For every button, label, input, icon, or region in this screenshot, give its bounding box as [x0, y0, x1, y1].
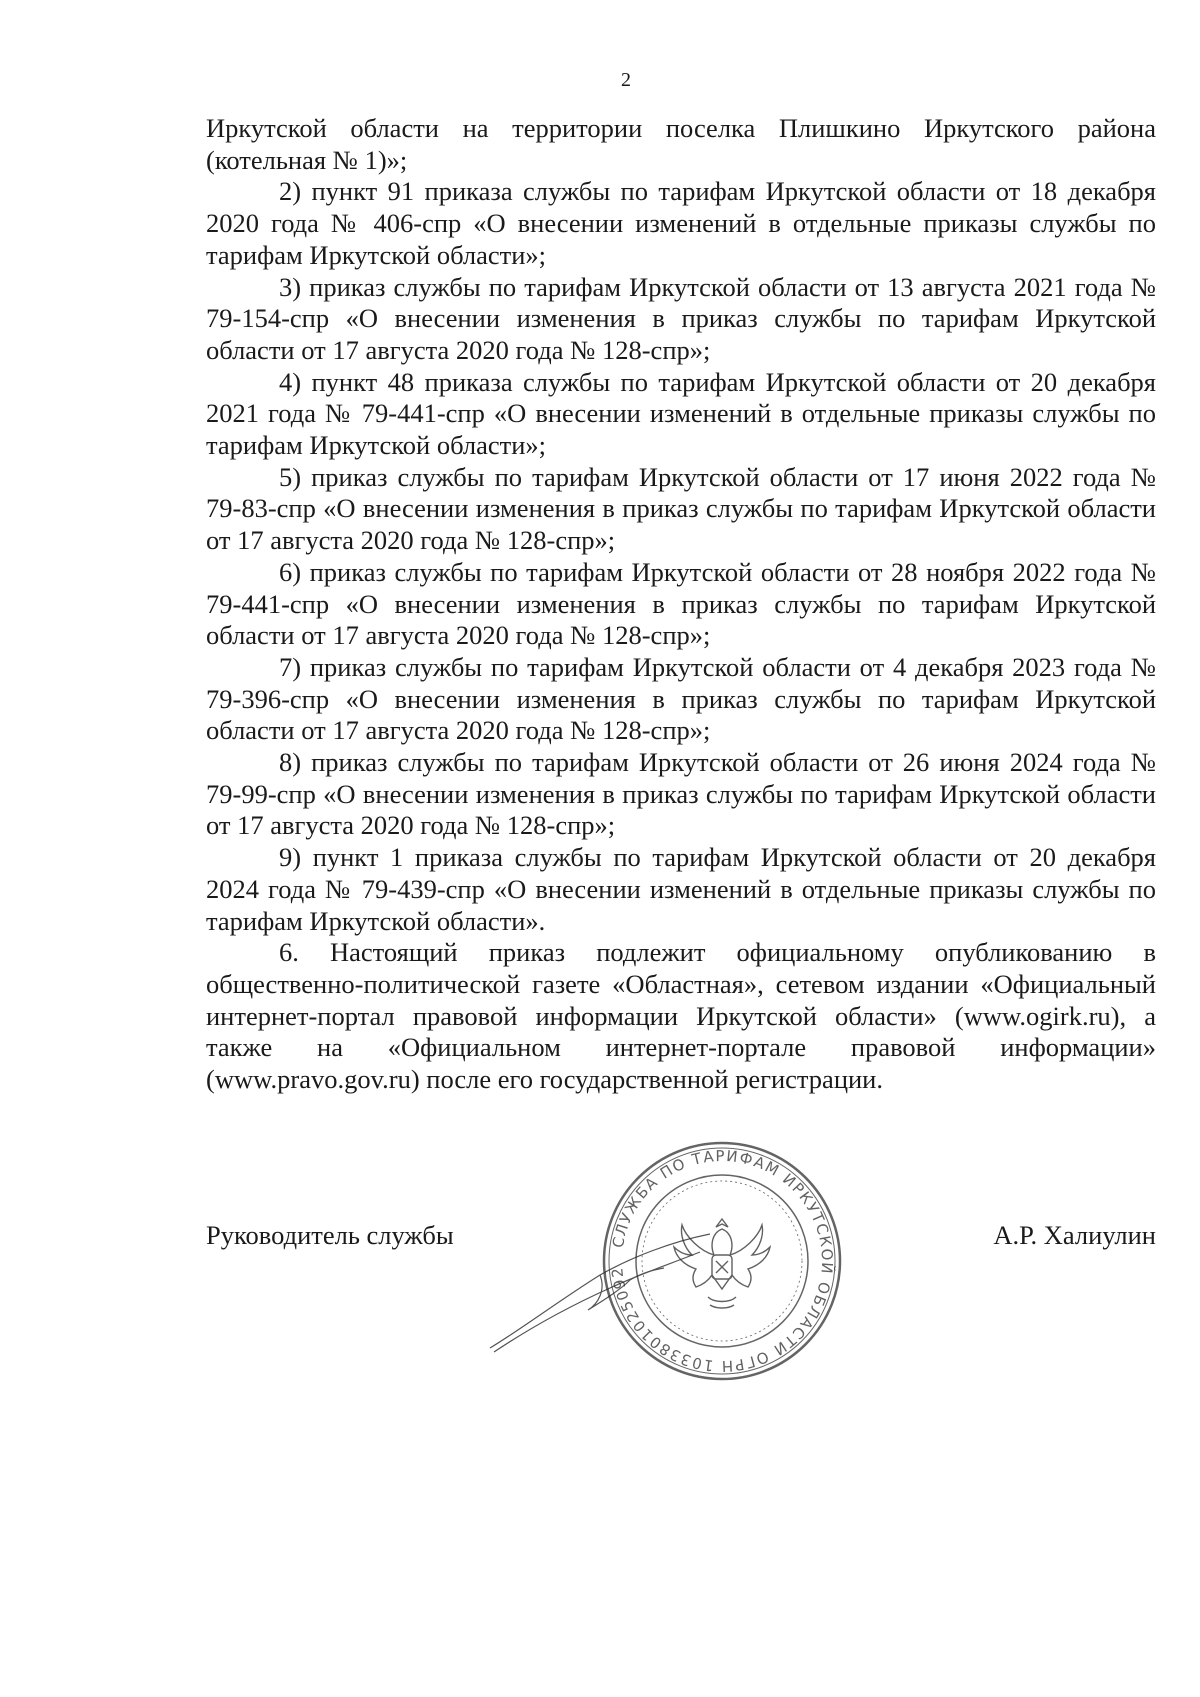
list-item-2: 2) пункт 91 приказа службы по тарифам Иркутской области от 18 декабря 2020 года № 406-спр «О внесении изменений в отдельные приказы службы по тарифам Иркутской области»;	[206, 176, 1156, 270]
signatory-position: Руководитель службы	[206, 1220, 454, 1250]
list-item-5: 5) приказ службы по тарифам Иркутской области от 17 июня 2022 года № 79-83-спр «О внесении изменения в приказ службы по тарифам Иркутской области от 17 августа 2020 года № 128-спр»;	[206, 461, 1156, 556]
list-item-6: 6) приказ службы по тарифам Иркутской области от 28 ноября 2022 года № 79-441-спр «О внесении изменения в приказ службы по тарифам Иркутской области от 17 августа 2020 года № 128-спр»;	[206, 556, 1156, 651]
page-number: 2	[621, 69, 631, 91]
document-body	[206, 113, 1156, 1096]
list-item-9: 9) пункт 1 приказа службы по тарифам Иркутской области от 20 декабря 2024 года № 79-439-спр «О внесении изменений в отдельные приказы службы по тарифам Иркутской области».	[206, 842, 1156, 936]
paragraph-publication: 6. Настоящий приказ подлежит официальному опубликованию в общественно-политической газете «Областная», сетевом издании «Официальный интернет-портал правовой информации Иркутской области» (www.ogirk.ru), а также на «Официальном интернет-портале правовой информации» (www.pravo.gov.ru) после его государственной регистрации.	[206, 937, 1156, 1095]
list-item-8: 8) приказ службы по тарифам Иркутской области от 26 июня 2024 года № 79-99-спр «О внесении изменения в приказ службы по тарифам Иркутской области от 17 августа 2020 года № 128-спр»;	[206, 747, 1156, 841]
list-item-4: 4) пункт 48 приказа службы по тарифам Иркутской области от 20 декабря 2021 года № 79-441-спр «О внесении изменений в отдельные приказы службы по тарифам Иркутской области»;	[206, 366, 1156, 461]
list-item-3: 3) приказ службы по тарифам Иркутской области от 13 августа 2021 года № 79-154-спр «О внесении изменения в приказ службы по тарифам Иркутской области от 17 августа 2020 года № 128-спр»;	[206, 271, 1156, 365]
list-item-7: 7) приказ службы по тарифам Иркутской области от 4 декабря 2023 года № 79-396-спр «О внесении изменения в приказ службы по тарифам Иркутской области от 17 августа 2020 года № 128-спр»;	[206, 651, 1156, 746]
signatory-name: А.Р. Халиулин	[993, 1220, 1156, 1250]
handwritten-signature	[480, 1230, 720, 1360]
stamp-text-path: СЛУЖБА ПО ТАРИФАМ ИРКУТСКОЙ ОБЛАСТИ ОГРН 1033801025092	[608, 1146, 837, 1376]
paragraph-continuation: Иркутской области на территории поселка Плишкино Иркутского района (котельная № 1)»;	[206, 113, 1156, 175]
